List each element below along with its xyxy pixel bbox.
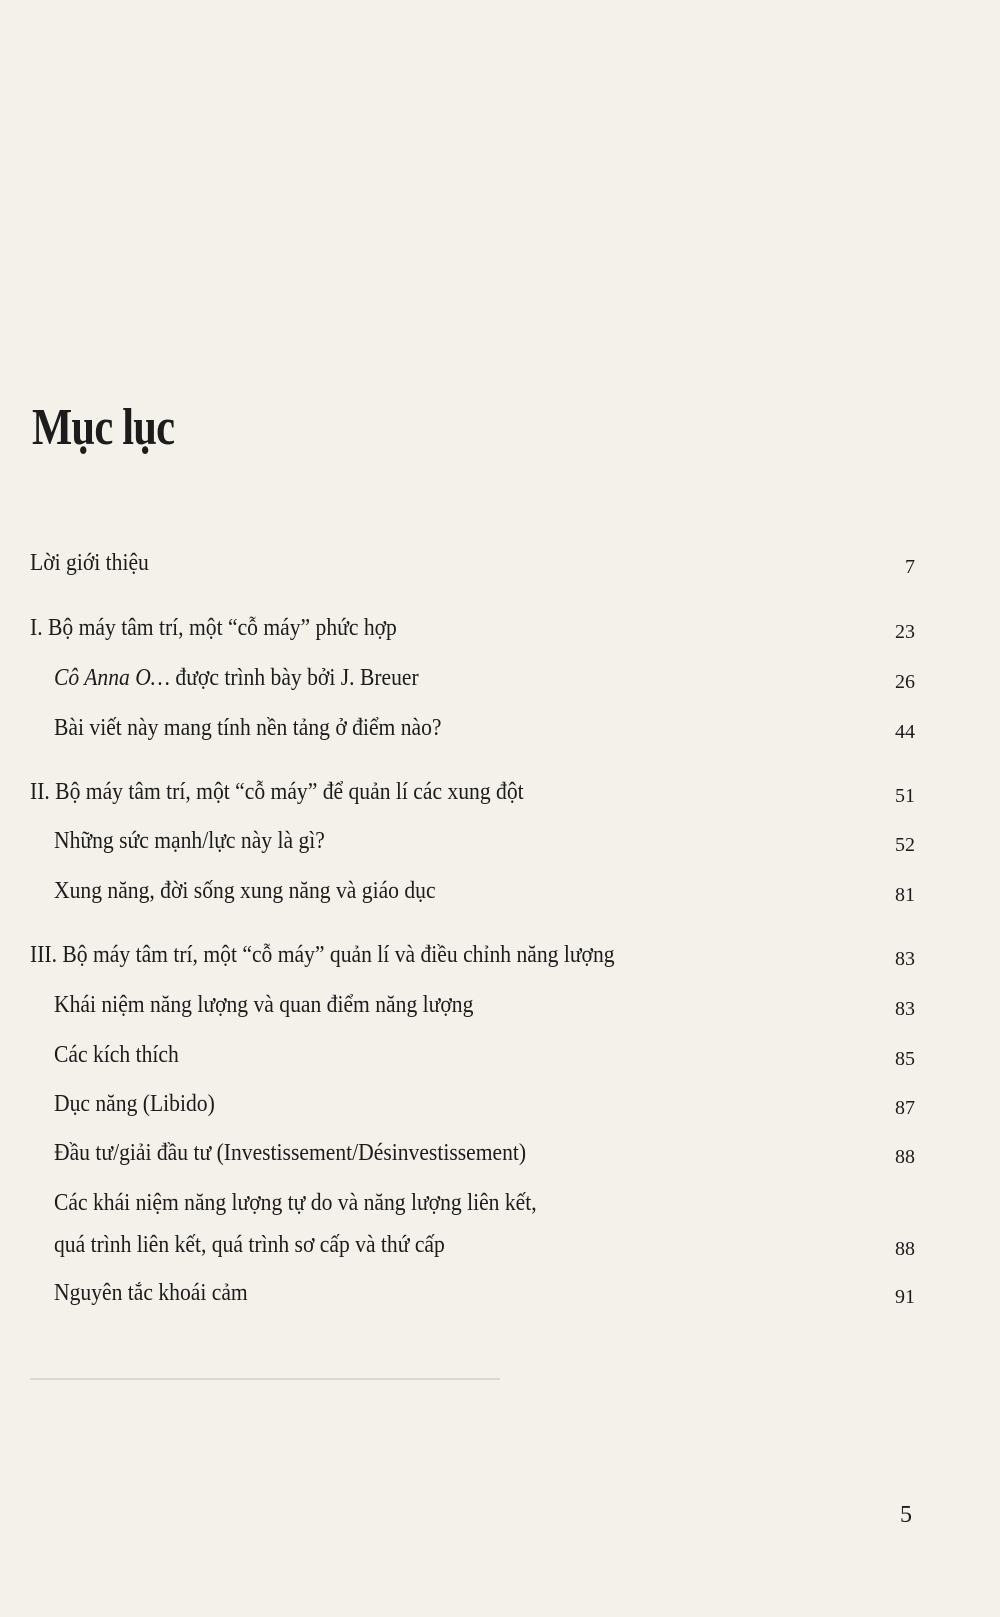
toc-entry-label-rest: được trình bày bởi J. Breuer	[170, 665, 419, 691]
toc-entry-page: 52	[895, 834, 915, 856]
toc-entry-label: Dục năng (Libido)	[54, 1091, 215, 1117]
toc-entry-page: 87	[895, 1097, 915, 1119]
toc-entry-page: 85	[895, 1048, 915, 1070]
bleed-through-rule	[30, 1378, 500, 1380]
toc-entry-label: Bài viết này mang tính nền tảng ở điểm nào?	[54, 715, 442, 741]
toc-entry-label-continued: quá trình liên kết, quá trình sơ cấp và thứ cấp	[54, 1232, 445, 1258]
page-title: Mục lục	[32, 399, 175, 456]
toc-entry-label: Các kích thích	[54, 1042, 179, 1068]
toc-entry-label: II. Bộ máy tâm trí, một “cỗ máy” để quản lí các xung đột	[30, 779, 524, 805]
toc-entry-page: 88	[895, 1146, 915, 1168]
toc-entry-label: Lời giới thiệu	[30, 550, 149, 576]
toc-entry-label	[54, 663, 419, 693]
toc-entry-label: III. Bộ máy tâm trí, một “cỗ máy” quản lí và điều chỉnh năng lượng	[30, 942, 615, 968]
toc-entry-label: Những sức mạnh/lực này là gì?	[54, 828, 325, 854]
toc-entry-page: 7	[905, 556, 915, 578]
toc-entry-label: Xung năng, đời sống xung năng và giáo dục	[54, 878, 436, 904]
toc-entry-page: 91	[895, 1286, 915, 1308]
toc-entry-label: Các khái niệm năng lượng tự do và năng lượng liên kết,	[54, 1190, 537, 1216]
toc-entry-page: 44	[895, 721, 915, 743]
toc-entry-page: 83	[895, 998, 915, 1020]
toc-entry-label: Đầu tư/giải đầu tư (Investissement/Désinvestissement)	[54, 1140, 527, 1166]
toc-entry-page: 51	[895, 785, 915, 807]
page-number: 5	[900, 1502, 912, 1528]
toc-entry-label: I. Bộ máy tâm trí, một “cỗ máy” phức hợp	[30, 615, 397, 641]
toc-entry-page: 81	[895, 884, 915, 906]
toc-entry-page: 83	[895, 948, 915, 970]
toc-entry-page: 88	[895, 1238, 915, 1260]
toc-entry-label-italic: Cô Anna O…	[54, 665, 171, 691]
toc-entry-label: Khái niệm năng lượng và quan điểm năng lượng	[54, 992, 474, 1018]
toc-entry-page: 26	[895, 671, 915, 693]
toc-entry-label: Nguyên tắc khoái cảm	[54, 1280, 248, 1306]
toc-entry-page: 23	[895, 621, 915, 643]
